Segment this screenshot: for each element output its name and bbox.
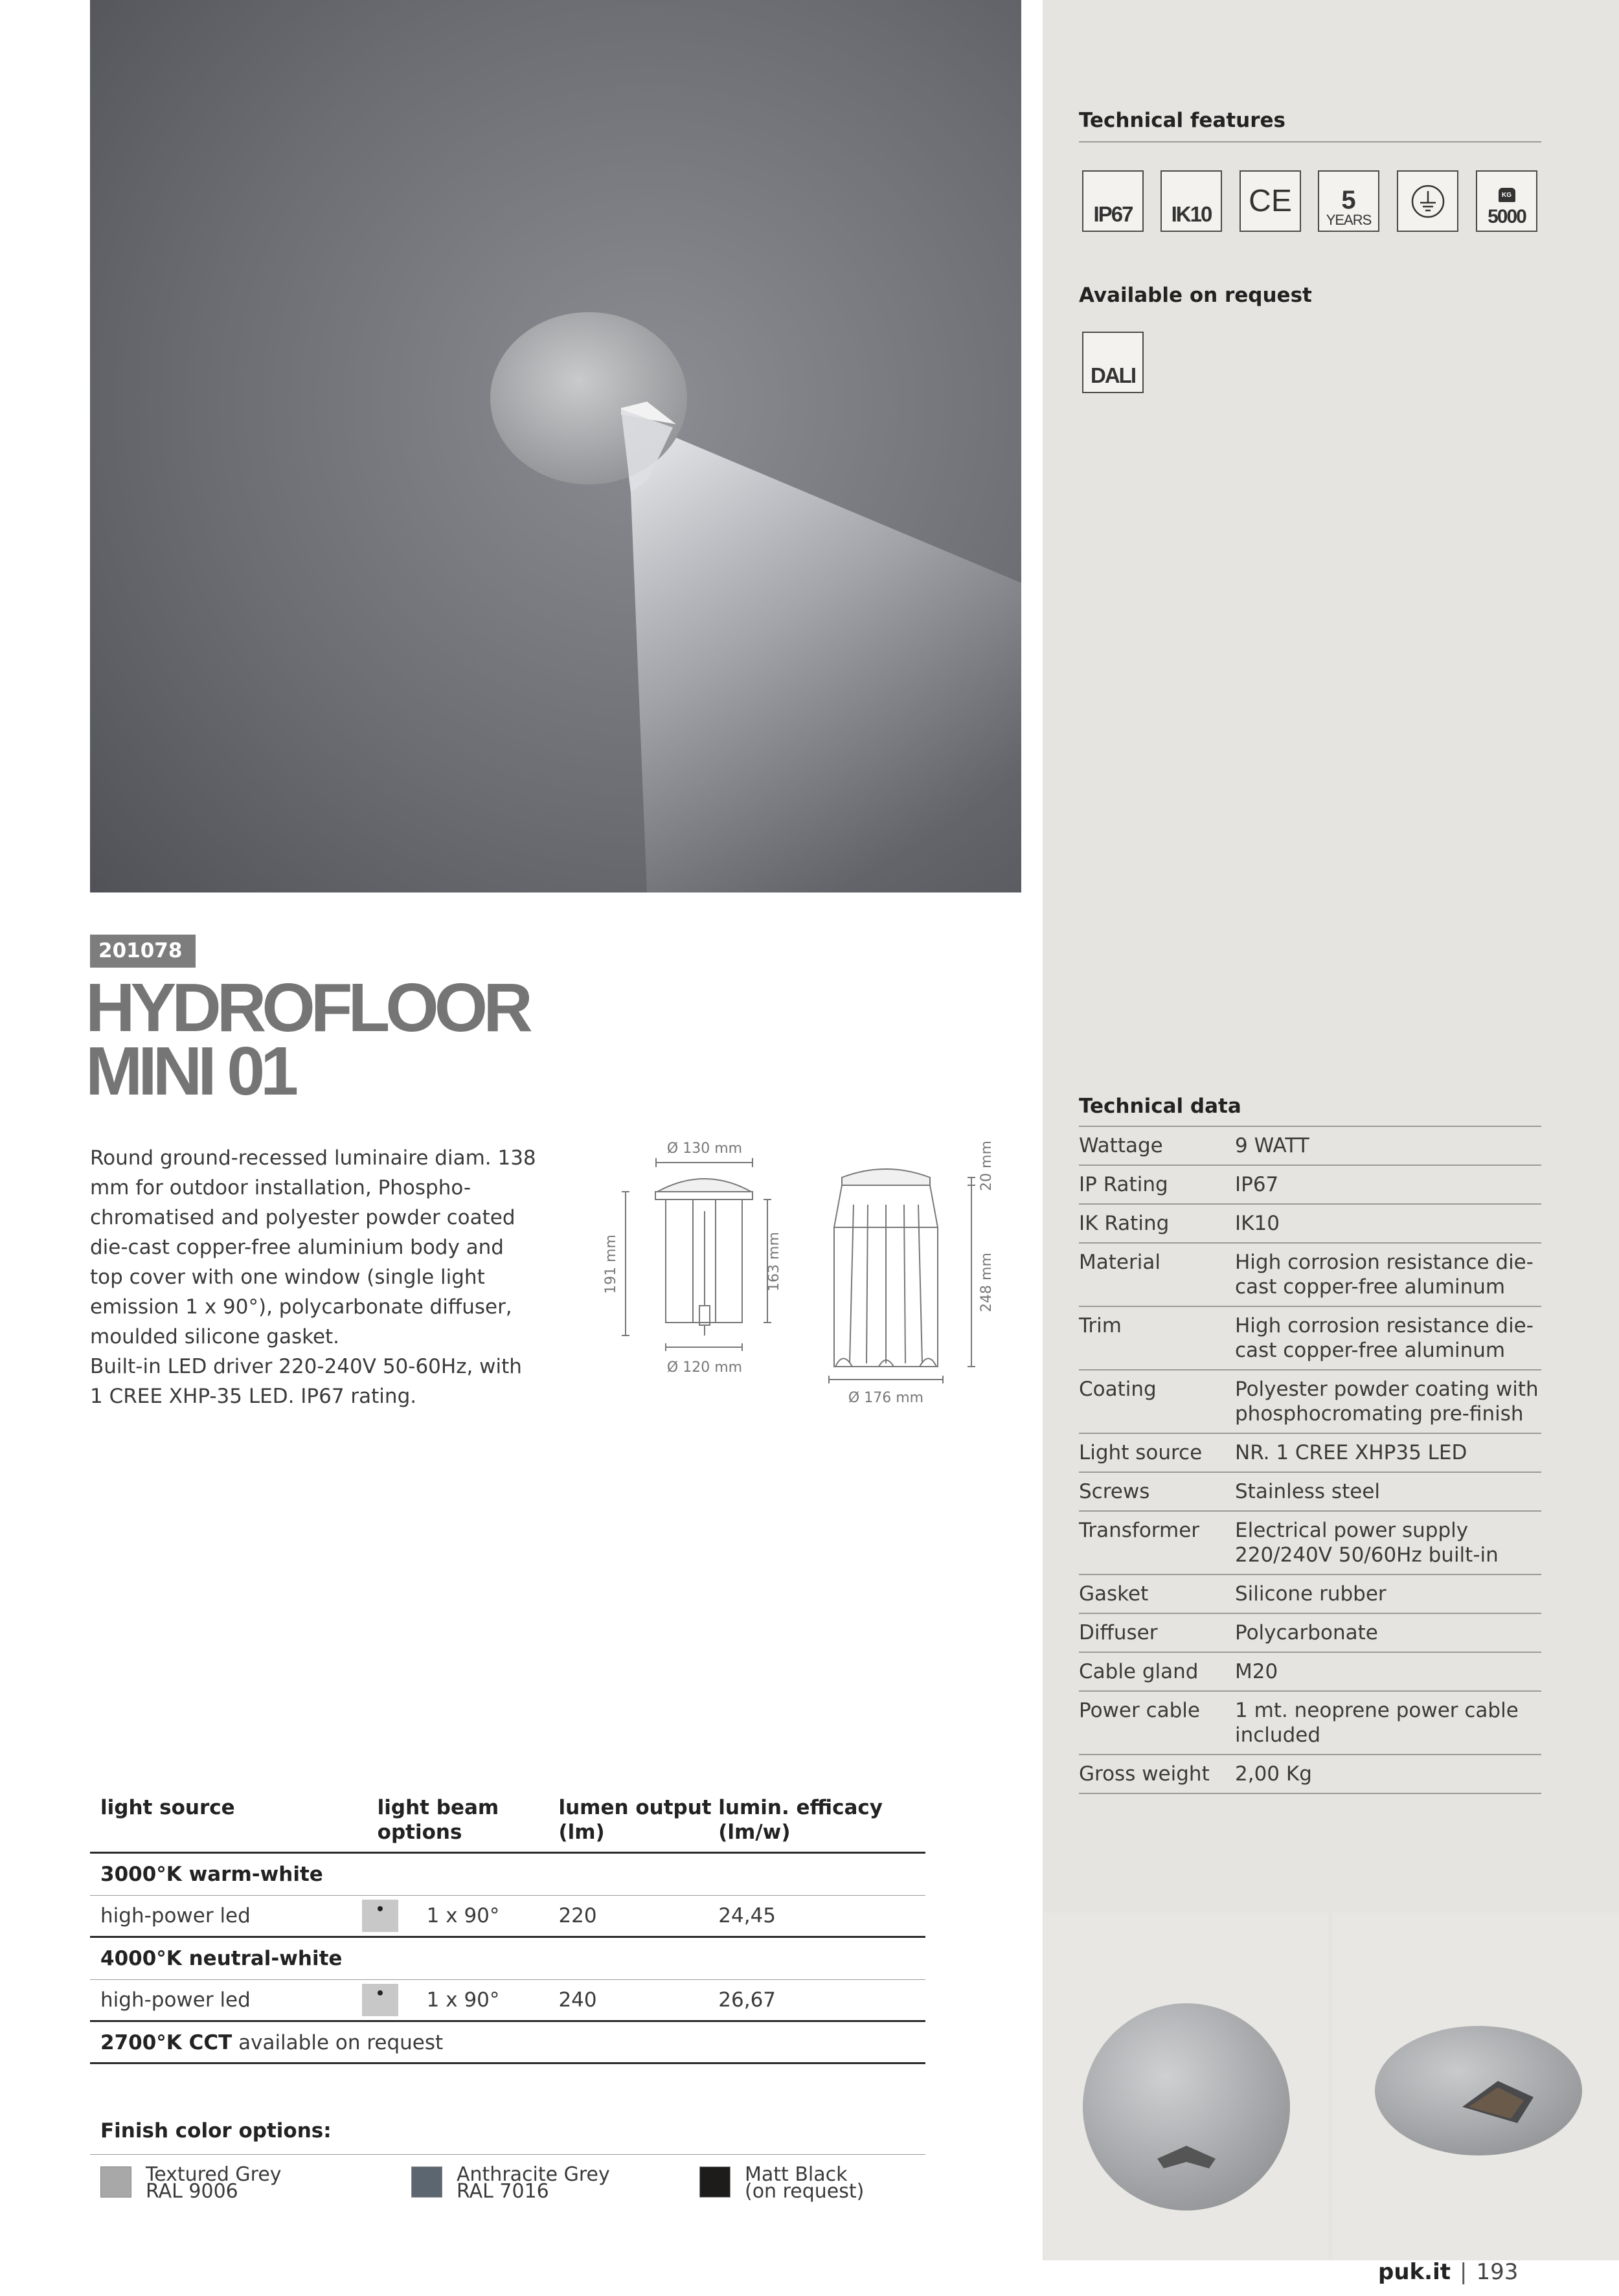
finish-option	[100, 2163, 282, 2203]
header-light-beam: light beam options	[377, 1796, 499, 1844]
light-source-table-header	[90, 1795, 925, 1854]
table-row	[1079, 1433, 1541, 1472]
table-row	[1079, 1369, 1541, 1433]
ik10-icon: IK10	[1160, 170, 1222, 232]
product-code-badge: 201078	[90, 935, 196, 968]
technical-features-title: Technical features	[1079, 109, 1285, 132]
technical-data-title: Technical data	[1079, 1095, 1241, 1118]
finish-code: (on request)	[745, 2180, 865, 2203]
spec-value: 2,00 Kg	[1235, 1762, 1312, 1786]
finish-option	[411, 2163, 610, 2203]
spec-value: Electrical power supply 220/240V 50/60Hz built-in	[1235, 1519, 1499, 1567]
product-title-line2: MINI 01	[85, 1032, 295, 1109]
dim-inner-height-label: 163 mm	[766, 1232, 782, 1291]
spec-key: Diffuser	[1079, 1621, 1158, 1644]
product-title	[85, 970, 668, 1109]
cct-note-bold: 2700°K CCT	[100, 2031, 232, 2054]
spec-key: Cable gland	[1079, 1660, 1199, 1683]
spec-value: M20	[1235, 1660, 1278, 1683]
weight-icon: KG	[1499, 188, 1515, 202]
beam-icon	[362, 1900, 398, 1932]
spec-key: Screws	[1079, 1480, 1150, 1503]
color-swatch	[100, 2166, 131, 2198]
brand-link[interactable]: puk.it	[1378, 2259, 1451, 2285]
warranty-years-text: YEARS	[1326, 212, 1372, 228]
product-thumbnail-top-view	[1044, 1913, 1328, 2260]
load-value: 5000	[1488, 206, 1526, 227]
table-row	[90, 1896, 925, 1938]
load-icon	[1476, 170, 1537, 232]
beam-label: 1 x 90°	[426, 1988, 500, 2012]
cct-note-text: available on request	[232, 2031, 444, 2054]
finish-title: Finish color options:	[100, 2119, 332, 2143]
finish-code: RAL 9006	[146, 2180, 238, 2203]
spec-value: Polycarbonate	[1235, 1621, 1378, 1644]
spec-key: Gasket	[1079, 1582, 1149, 1606]
finish-name: Matt Black	[745, 2163, 848, 2186]
page-number: 193	[1476, 2259, 1519, 2285]
header-efficacy: lumin. efficacy (lm/w)	[718, 1796, 883, 1844]
technical-drawing	[596, 1127, 1010, 1425]
color-swatch	[411, 2166, 442, 2198]
spec-key: IP Rating	[1079, 1173, 1168, 1196]
spec-value: High corrosion resistance die-cast copper-free aluminum	[1235, 1314, 1534, 1362]
finish-name: Anthracite Grey	[457, 2163, 610, 2186]
ground-symbol-icon	[1410, 183, 1446, 220]
warranty-icon	[1318, 170, 1379, 232]
cct-note	[90, 2022, 925, 2064]
dim-top-label: Ø 130 mm	[666, 1141, 743, 1157]
spec-value: IK10	[1235, 1212, 1280, 1235]
table-row	[1079, 1510, 1541, 1574]
dim-side-top-label: 20 mm	[979, 1141, 995, 1191]
group-title: 4000°K neutral-white	[90, 1938, 925, 1980]
product-title-line1: HYDROFLOOR	[85, 970, 528, 1046]
cell-source: high-power led	[100, 1904, 251, 1927]
table-row	[1079, 1203, 1541, 1242]
spec-key: Material	[1079, 1251, 1160, 1274]
spec-value: IP67	[1235, 1173, 1279, 1196]
page-footer: puk.it | 193	[1378, 2259, 1519, 2285]
spec-value: NR. 1 CREE XHP35 LED	[1235, 1441, 1467, 1464]
spec-key: Power cable	[1079, 1699, 1200, 1722]
beam-label: 1 x 90°	[426, 1904, 500, 1927]
spec-key: Wattage	[1079, 1134, 1163, 1157]
table-row	[1079, 1165, 1541, 1203]
spec-key: Gross weight	[1079, 1762, 1210, 1786]
spec-key: Coating	[1079, 1378, 1157, 1401]
spec-value: Polyester powder coating with phosphocromating pre-finish	[1235, 1378, 1539, 1426]
spec-value: Silicone rubber	[1235, 1582, 1387, 1606]
available-on-request-title: Available on request	[1079, 284, 1312, 307]
table-row	[1079, 1754, 1541, 1794]
table-row	[1079, 1613, 1541, 1652]
technical-data-table	[1079, 1126, 1541, 1794]
cell-lumen: 220	[558, 1904, 597, 1927]
header-light-source: light source	[100, 1796, 235, 1819]
cell-beam	[378, 1984, 559, 2016]
divider	[90, 2154, 925, 2155]
table-row	[1079, 1690, 1541, 1754]
divider	[1079, 141, 1541, 142]
beam-icon	[362, 1984, 398, 2016]
dim-side-height-label: 248 mm	[979, 1253, 995, 1312]
table-row	[1079, 1472, 1541, 1510]
dali-icon: DALI	[1082, 332, 1144, 393]
table-row	[1079, 1574, 1541, 1613]
ip67-icon: IP67	[1082, 170, 1144, 232]
description-paragraph: Built-in LED driver 220-240V 50-60Hz, with 1 CREE XHP-35 LED. IP67 rating.	[90, 1355, 522, 1408]
spec-value: 1 mt. neoprene power cable included	[1235, 1699, 1519, 1747]
product-description	[90, 1143, 537, 1411]
ground-icon	[1397, 170, 1458, 232]
light-source-table	[90, 1795, 925, 2064]
spec-value: Stainless steel	[1235, 1480, 1380, 1503]
color-swatch	[699, 2166, 730, 2198]
cell-lumen: 240	[558, 1988, 597, 2012]
spec-value: High corrosion resistance die-cast copper-free aluminum	[1235, 1251, 1534, 1299]
table-row	[1079, 1242, 1541, 1306]
header-lumen: lumen output (lm)	[558, 1796, 712, 1844]
cell-beam	[378, 1900, 559, 1932]
product-thumbnail-side-view	[1333, 1913, 1619, 2260]
dim-bottom-inner-label: Ø 120 mm	[666, 1359, 743, 1376]
table-row	[90, 1980, 925, 2022]
spec-key: Trim	[1079, 1314, 1122, 1337]
spec-value: 9 WATT	[1235, 1134, 1309, 1157]
finish-code: RAL 7016	[457, 2180, 549, 2203]
table-row	[1079, 1126, 1541, 1165]
warranty-years-number: 5	[1341, 186, 1356, 214]
cell-source: high-power led	[100, 1988, 251, 2012]
group-title: 3000°K warm-white	[90, 1854, 925, 1896]
ce-icon: CE	[1240, 170, 1301, 232]
dim-side-bottom-label: Ø 176 mm	[848, 1390, 924, 1406]
table-row	[1079, 1306, 1541, 1369]
finish-name: Textured Grey	[146, 2163, 282, 2186]
cell-efficacy: 24,45	[718, 1904, 776, 1927]
table-row	[1079, 1652, 1541, 1690]
description-paragraph: Round ground-recessed luminaire diam. 138 mm for outdoor installation, Phospho-chromatised and polyester powder coated die-cast copper-free aluminium body and top cover with one window (single light emission 1 x 90°), polycarbonate diffuser, moulded silicone gasket.	[90, 1146, 536, 1348]
finish-option	[699, 2163, 865, 2203]
spec-key: Light source	[1079, 1441, 1203, 1464]
product-photo	[90, 0, 1021, 892]
dim-left-height-label: 191 mm	[603, 1234, 619, 1294]
cell-efficacy: 26,67	[718, 1988, 776, 2012]
spec-key: Transformer	[1079, 1519, 1200, 1542]
spec-key: IK Rating	[1079, 1212, 1170, 1235]
